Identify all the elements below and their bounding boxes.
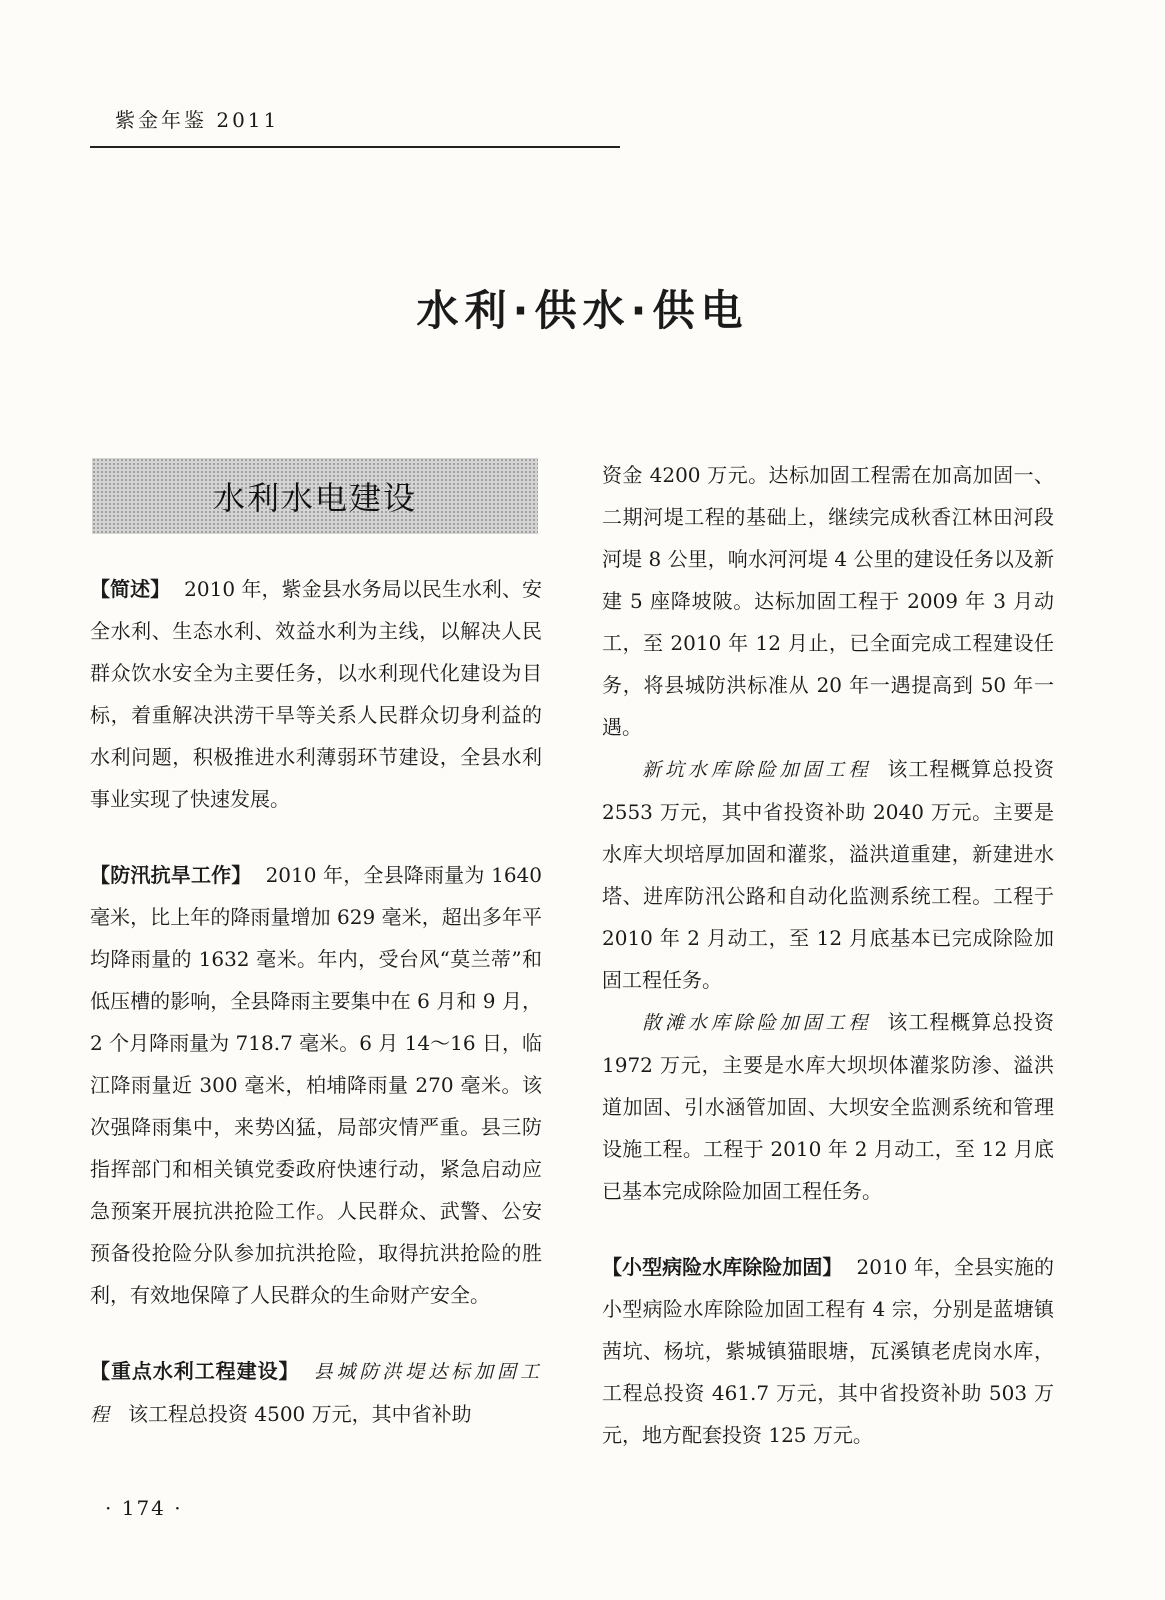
page-title: 水利·供水·供电 <box>416 286 749 335</box>
heading-overview: 【简述】 <box>90 577 171 601</box>
paragraph-overview <box>90 568 542 820</box>
page-number: · 174 · <box>105 1496 183 1520</box>
text-levee: 该工程总投资 4500 万元，其中省补助 <box>128 1402 472 1426</box>
header-rule <box>90 146 620 148</box>
section-banner <box>92 458 538 534</box>
heading-key-projects: 【重点水利工程建设】 <box>90 1359 300 1383</box>
paragraph-xinkeng <box>602 748 1054 1001</box>
left-column <box>90 568 542 1436</box>
subheading-xinkeng: 新坑水库除险加固工程 <box>642 759 872 781</box>
paragraph-santan <box>602 1001 1054 1212</box>
section-title: 水利水电建设 <box>212 479 417 517</box>
text-santan: 该工程概算总投资 1972 万元，主要是水库大坝坝体灌浆防渗、溢洪道加固、引水涵管加固、大坝安全监测系统和管理设施工程。工程于 2010 年 2 月动工，至 12 月底已基本完成除险加固工程任务。 <box>602 1010 1054 1203</box>
text-overview: 2010 年，紫金县水务局以民生水利、安全水利、生态水利、效益水利为主线，以解决人民群众饮水安全为主要任务，以水利现代化建设为目标，着重解决洪涝干旱等关系人民群众切身利益的水利问题，积极推进水利薄弱环节建设，全县水利事业实现了快速发展。 <box>90 577 542 811</box>
paragraph-levee-cont <box>602 454 1054 748</box>
subheading-santan: 散滩水库除险加固工程 <box>642 1012 872 1034</box>
subheading-levee: 县城防洪堤达标加固工程 <box>90 1361 542 1426</box>
paragraph-flood-control <box>90 854 542 1316</box>
heading-flood-control: 【防汛抗旱工作】 <box>90 863 252 887</box>
paragraph-key-projects <box>90 1350 542 1436</box>
running-header: 紫金年鉴 2011 <box>115 108 280 132</box>
text-flood-control: 2010 年，全县降雨量为 1640 毫米，比上年的降雨量增加 629 毫米，超出多年平均降雨量的 1632 毫米。年内，受台风“莫兰蒂”和低压槽的影响，全县降雨主要集中在 6 月和 9 月，2 个月降雨量为 718.7 毫米。6 月 14～16 日，临江降雨量近 300 毫米，柏埔降雨量 270 毫米。该次强降雨集中，来势凶猛，局部灾情严重。县三防指挥部门和相关镇党委政府快速行动，紧急启动应急预案开展抗洪抢险工作。人民群众、武警、公安预备役抢险分队参加抗洪抢险，取得抗洪抢险的胜利，有效地保障了人民群众的生命财产安全。 <box>90 863 543 1307</box>
heading-small-reservoirs: 【小型病险水库除险加固】 <box>602 1255 843 1279</box>
text-xinkeng: 该工程概算总投资 2553 万元，其中省投资补助 2040 万元。主要是水库大坝培厚加固和灌浆，溢洪道重建，新建进水塔、进库防汛公路和自动化监测系统工程。工程于 2010 年 2 月动工，至 12 月底基本已完成除险加固工程任务。 <box>602 757 1054 992</box>
text-levee-cont: 资金 4200 万元。达标加固工程需在加高加固一、二期河堤工程的基础上，继续完成秋香江林田河段河堤 8 公里，响水河河堤 4 公里的建设任务以及新建 5 座降坡陂。达标加固工程于 2009 年 3 月动工，至 2010 年 12 月止，已全面完成工程建设任务，将县城防洪标准从 20 年一遇提高到 50 年一遇。 <box>602 463 1054 739</box>
paragraph-small-reservoirs <box>602 1246 1054 1456</box>
right-column <box>602 454 1054 1456</box>
text-small-reservoirs: 2010 年，全县实施的小型病险水库除险加固工程有 4 宗，分别是蓝塘镇茜坑、杨坑，紫城镇猫眼塘，瓦溪镇老虎岗水库，工程总投资 461.7 万元，其中省投资补助 503 万元，地方配套投资 125 万元。 <box>602 1255 1054 1447</box>
